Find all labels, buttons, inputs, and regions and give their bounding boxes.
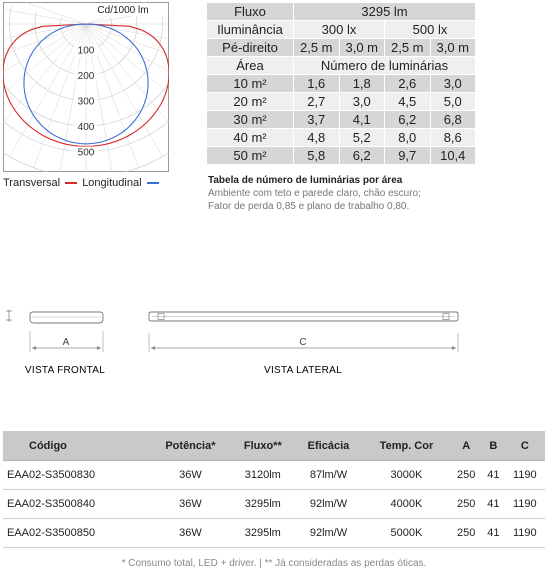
- table-row: [3, 461, 545, 490]
- count-cell: 2,7: [294, 93, 340, 111]
- cell: 92lm/W: [294, 519, 363, 548]
- cell: 4000K: [363, 490, 450, 519]
- area-row: [207, 75, 476, 93]
- cell: 41: [482, 519, 504, 548]
- count-cell: 10,4: [430, 147, 476, 165]
- height-cell: 3,0 m: [430, 39, 476, 57]
- front-body: [30, 312, 103, 323]
- cell: 1190: [505, 461, 545, 490]
- area-row: [207, 93, 476, 111]
- col-header: C: [505, 431, 545, 461]
- polar-legend: [3, 177, 161, 189]
- cell: 250: [450, 490, 482, 519]
- fluxo-value: 3295 lm: [294, 3, 476, 21]
- cell: 5000K: [363, 519, 450, 548]
- cell: 3120lm: [231, 461, 294, 490]
- ring-label: 500: [77, 147, 95, 159]
- numero-label: Número de luminárias: [294, 57, 476, 75]
- lux-300: 300 lx: [294, 21, 385, 39]
- cell: 41: [482, 490, 504, 519]
- count-cell: 6,2: [385, 111, 431, 129]
- cell: 250: [450, 461, 482, 490]
- height-cell: 2,5 m: [294, 39, 340, 57]
- pe-direito-label: Pé-direito: [207, 39, 294, 57]
- cell: 92lm/W: [294, 490, 363, 519]
- area-cell: 10 m²: [207, 75, 294, 93]
- col-header: Código: [3, 431, 149, 461]
- area-row: [207, 111, 476, 129]
- count-cell: 8,0: [385, 129, 431, 147]
- table-caption: [208, 174, 468, 213]
- legend-transversal-swatch: [65, 182, 77, 184]
- count-cell: 4,1: [339, 111, 385, 129]
- cell: 36W: [149, 461, 231, 490]
- count-cell: 3,7: [294, 111, 340, 129]
- cell: 36W: [149, 490, 231, 519]
- cell: EAA02-S3500830: [3, 461, 149, 490]
- count-cell: 3,0: [430, 75, 476, 93]
- height-cell: 2,5 m: [385, 39, 431, 57]
- count-cell: 4,8: [294, 129, 340, 147]
- caption-line: Ambiente com teto e parede claro, chão escuro;: [208, 188, 421, 199]
- front-view-drawing: [3, 300, 113, 380]
- spec-table: [3, 431, 545, 548]
- col-header: Eficácia: [294, 431, 363, 461]
- iluminancia-row: [207, 21, 476, 39]
- cell: 1190: [505, 519, 545, 548]
- polar-diagram-svg: [3, 2, 169, 172]
- ring-label: 400: [77, 122, 95, 133]
- cell: 1190: [505, 490, 545, 519]
- area-label: Área: [207, 57, 294, 75]
- count-cell: 1,8: [339, 75, 385, 93]
- fluxo-label: Fluxo: [207, 3, 294, 21]
- legend-longitudinal-swatch: [147, 182, 159, 184]
- count-cell: 6,2: [339, 147, 385, 165]
- count-cell: 2,6: [385, 75, 431, 93]
- area-cell: 40 m²: [207, 129, 294, 147]
- count-cell: 4,5: [385, 93, 431, 111]
- cell: 87lm/W: [294, 461, 363, 490]
- footnote: * Consumo total, LED + driver. | ** Já consideradas as perdas óticas.: [121, 558, 427, 569]
- ring-label: 100: [77, 45, 95, 57]
- luminaire-count-table: [206, 2, 476, 165]
- cell: 41: [482, 461, 504, 490]
- count-cell: 5,8: [294, 147, 340, 165]
- cell: EAA02-S3500840: [3, 490, 149, 519]
- area-cell: 30 m²: [207, 111, 294, 129]
- col-header: Temp. Cor: [363, 431, 450, 461]
- count-cell: 3,0: [339, 93, 385, 111]
- height-cell: 3,0 m: [339, 39, 385, 57]
- ring-label: 300: [77, 96, 95, 108]
- cell: 3000K: [363, 461, 450, 490]
- legend-transversal-label: Transversal: [3, 177, 61, 189]
- count-cell: 9,7: [385, 147, 431, 165]
- cell: 3295lm: [231, 490, 294, 519]
- count-cell: 5,2: [339, 129, 385, 147]
- area-header-row: [207, 57, 476, 75]
- cell: 36W: [149, 519, 231, 548]
- col-header: Potência*: [149, 431, 231, 461]
- fluxo-row: [207, 3, 476, 21]
- cell: 250: [450, 519, 482, 548]
- polar-unit-label: Cd/1000 lm: [97, 5, 149, 16]
- area-row: [207, 129, 476, 147]
- front-view-label: VISTA FRONTAL: [24, 365, 106, 376]
- col-header: Fluxo**: [231, 431, 294, 461]
- table-row: [3, 490, 545, 519]
- cell: EAA02-S3500850: [3, 519, 149, 548]
- pe-direito-row: [207, 39, 476, 57]
- count-cell: 6,8: [430, 111, 476, 129]
- dim-a-label: A: [62, 337, 70, 348]
- col-header: B: [482, 431, 504, 461]
- side-view-label: VISTA LATERAL: [263, 365, 343, 376]
- caption-title: Tabela de número de luminárias por área: [208, 175, 403, 186]
- iluminancia-label: Iluminância: [207, 21, 294, 39]
- count-cell: 5,0: [430, 93, 476, 111]
- count-cell: 1,6: [294, 75, 340, 93]
- side-view-drawing: [140, 300, 470, 380]
- legend-longitudinal-label: Longitudinal: [82, 177, 142, 189]
- caption-line: Fator de perda 0,85 e plano de trabalho 0,80.: [208, 201, 410, 212]
- cell: 3295lm: [231, 519, 294, 548]
- ring-label: 200: [77, 71, 95, 82]
- area-row: [207, 147, 476, 165]
- col-header: A: [450, 431, 482, 461]
- area-cell: 20 m²: [207, 93, 294, 111]
- spec-header-row: [3, 431, 545, 461]
- count-cell: 8,6: [430, 129, 476, 147]
- dim-c-label: C: [299, 337, 307, 348]
- polar-diagram: [3, 2, 169, 172]
- area-cell: 50 m²: [207, 147, 294, 165]
- lux-500: 500 lx: [385, 21, 476, 39]
- table-row: [3, 519, 545, 548]
